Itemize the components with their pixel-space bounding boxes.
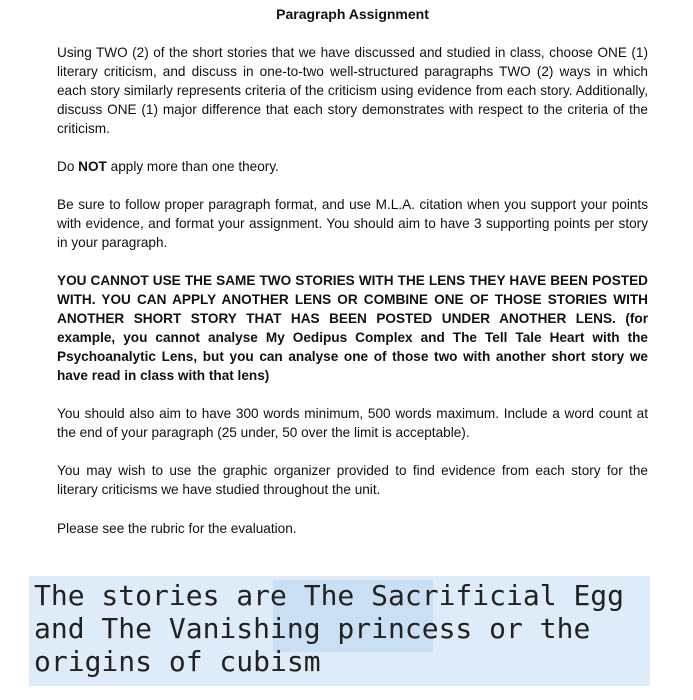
restriction-paragraph: YOU CANNOT USE THE SAME TWO STORIES WITH THE LENS THEY HAVE BEEN POSTED WITH. YOU CAN APPLY ANOTHER LENS OR COMBINE ONE OF THOSE STORIES WITH ANOTHER SHORT STORY THAT HAS BEEN POSTED UNDER ANOTHER LENS. (for example, you cannot analyse My Oedipus Complex and The Tell Tale Heart with the Psychoanalytic Lens, but you can analyse one of those two with another short story we have read in class with that lens)	[57, 273, 648, 383]
graphic-organizer-paragraph: You may wish to use the graphic organizer provided to find evidence from each story for the literary criticisms we have studied throughout the unit.	[57, 463, 648, 497]
single-theory-paragraph	[57, 157, 648, 176]
story-note-box	[29, 576, 650, 686]
single-theory-text-before: Do	[57, 159, 79, 174]
instructions-paragraph: Using TWO (2) of the short stories that we have discussed and studied in class, choose ONE (1) literary criticism, and discuss in one-to-two well-structured paragraphs TWO (2) ways in which each story similarly represents criteria of the criticism using evidence from each story. Additionally, discuss ONE (1) major difference that each story demonstrates with respect to the criteria of the criticism.	[57, 45, 648, 136]
document-title: Paragraph Assignment	[276, 6, 429, 22]
format-paragraph: Be sure to follow proper paragraph format, and use M.L.A. citation when you support your points with evidence, and format your assignment. You should aim to have 3 supporting points per story in your paragraph.	[57, 197, 648, 250]
word-count-paragraph: You should also aim to have 300 words minimum, 500 words maximum. Include a word count at the end of your paragraph (25 under, 50 over the limit is acceptable).	[57, 406, 648, 440]
rubric-paragraph: Please see the rubric for the evaluation.	[57, 521, 297, 536]
single-theory-emphasis: NOT	[78, 159, 107, 174]
single-theory-text-after: apply more than one theory.	[106, 159, 279, 174]
story-note-text: The stories are The Sacrificial Egg and The Vanishing princess or the origins of cubism	[34, 579, 625, 678]
